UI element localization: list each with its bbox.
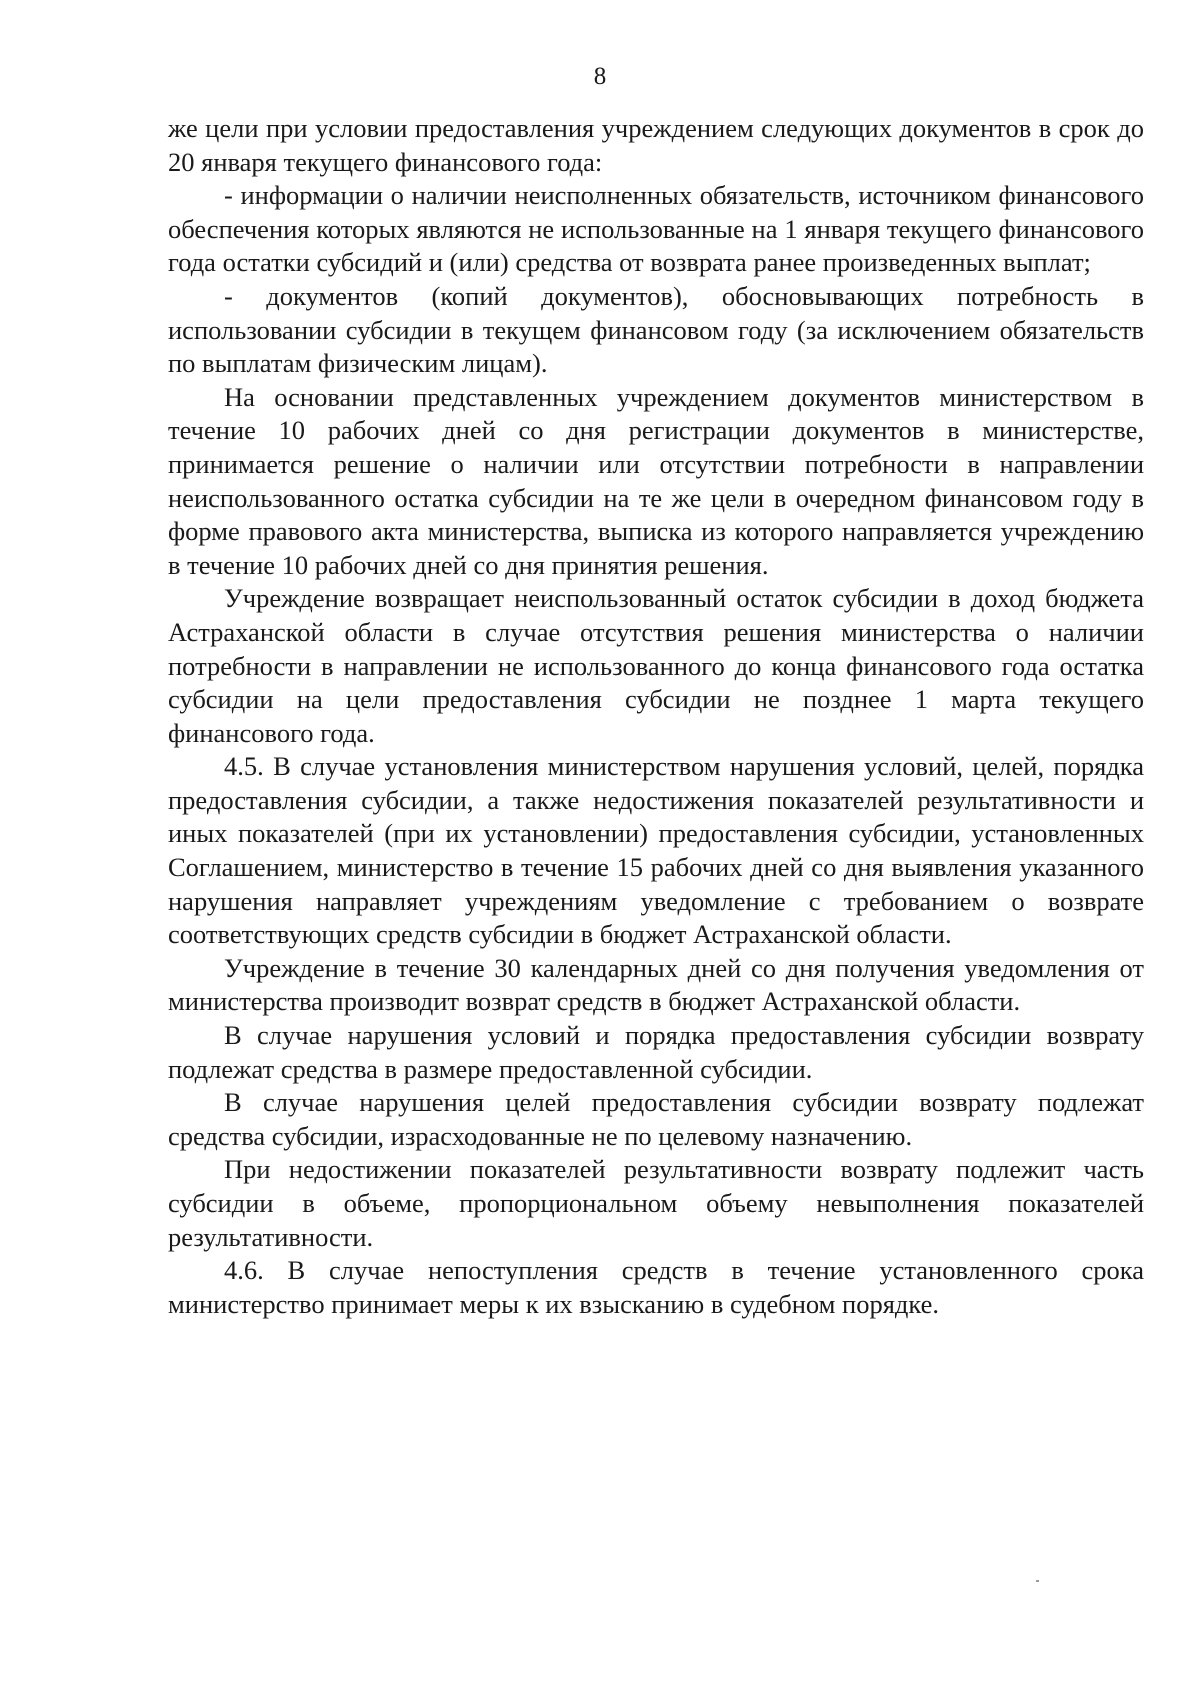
paragraph-violation-of-conditions: В случае нарушения условий и порядка предоставления субсидии возврату подлежат средства в размере предоставленной субсидии. xyxy=(168,1020,1144,1084)
paragraph-violation-of-purposes: В случае нарушения целей предоставления субсидии возврату подлежат средства субсидии, израсходованные не по целевому назначению. xyxy=(168,1087,1144,1151)
document-body xyxy=(168,112,1144,1321)
paragraph-return-of-remainder: Учреждение возвращает неиспользованный остаток субсидии в доход бюджета Астраханской области в случае отсутствия решения министерства о наличии потребности в направлении не использованного до конца финансового года остатка субсидии на цели предоставления субсидии не позднее 1 марта текущего финансового года. xyxy=(168,583,1144,748)
page-number: 8 xyxy=(593,63,607,90)
paragraph-ministry-decision: На основании представленных учреждением документов министерством в течение 10 рабочих дней со дня регистрации документов в министерстве, принимается решение о наличии или отсутствии потребности в направлении неиспользованного остатка субсидии на те же цели в очередном финансовом году в форме правового акта министерства, выписка из которого направляется учреждению в течение 10 рабочих дней со дня принятия решения. xyxy=(168,381,1144,580)
paragraph-continuation: же цели при условии предоставления учреждением следующих документов в срок до 20 января текущего финансового года: xyxy=(168,113,1144,177)
list-item-obligations-info: - информации о наличии неисполненных обязательств, источником финансового обеспечения которых являются не использованные на 1 января текущего финансового года остатки субсидий и (или) средства от возврата ранее произведенных выплат; xyxy=(168,180,1144,278)
scan-artifact xyxy=(1036,1580,1039,1582)
paragraph-section-4-5: 4.5. В случае установления министерством нарушения условий, целей, порядка предоставления субсидии, а также недостижения показателей результативности и иных показателей (при их установлении) предоставления субсидии, установленных Соглашением, министерство в течение 15 рабочих дней со дня выявления указанного нарушения направляет учреждениям уведомление с требованием о возврате соответствующих средств субсидии в бюджет Астраханской области. xyxy=(168,751,1144,950)
list-item-supporting-documents: - документов (копий документов), обосновывающих потребность в использовании субсидии в текущем финансовом году (за исключением обязательств по выплатам физическим лицам). xyxy=(168,280,1144,379)
paragraph-return-within-30-days: Учреждение в течение 30 календарных дней со дня получения уведомления от министерства производит возврат средств в бюджет Астраханской области. xyxy=(168,952,1144,1017)
paragraph-section-4-6: 4.6. В случае непоступления средств в течение установленного срока министерство принимает меры к их взысканию в судебном порядке. xyxy=(168,1255,1144,1319)
paragraph-indicators-not-achieved: При недостижении показателей результативности возврату подлежит часть субсидии в объеме, пропорциональном объему невыполнения показателей результативности. xyxy=(168,1154,1144,1252)
